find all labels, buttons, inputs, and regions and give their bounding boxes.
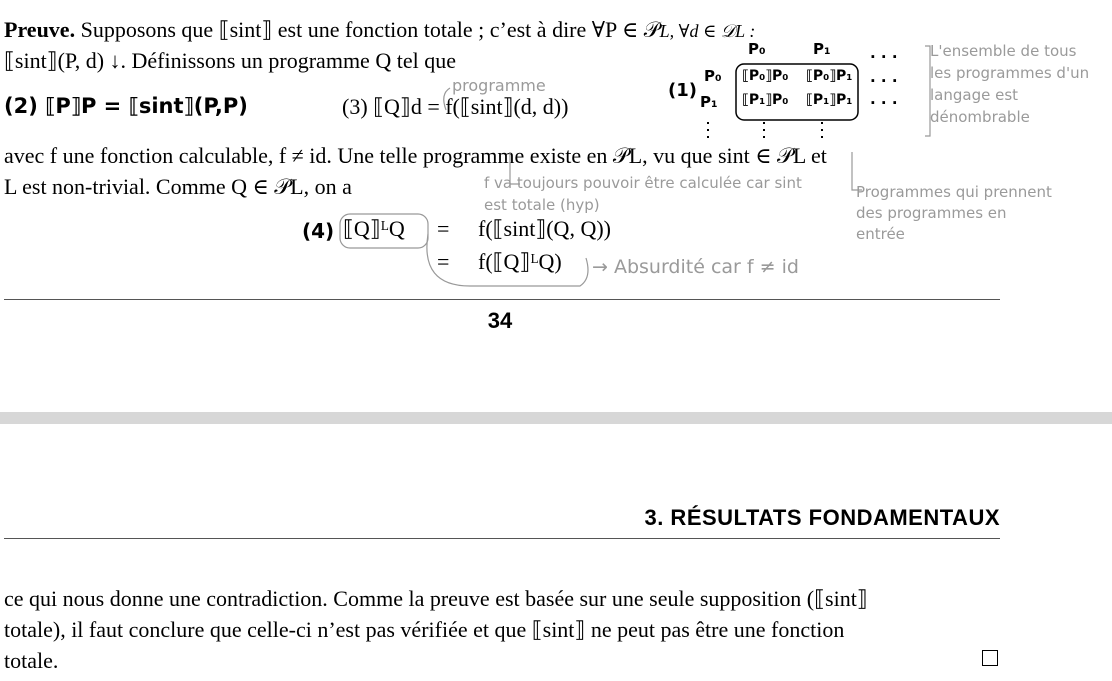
table-label: (1) bbox=[668, 80, 697, 101]
conclusion-line-1-text: ce qui nous donne une contradiction. Comme la preuve est basée sur une seule supposition (⟦sint⟧ bbox=[4, 586, 868, 611]
table-col-label-1: P₁ bbox=[813, 40, 831, 58]
equation-4-label: (4) bbox=[302, 219, 335, 243]
proof-line-1-text: Supposons que ⟦sint⟧ est une fonction totale ; c’est à dire ∀P ∈ 𝒫 bbox=[80, 17, 660, 42]
proof-line-1 bbox=[4, 14, 1000, 47]
proof-line-3 bbox=[4, 140, 1000, 171]
annotation-absurdity: → Absurdité car f ≠ id bbox=[592, 256, 799, 278]
table-cell-1-1: ⟦P₁⟧P₁ bbox=[806, 92, 853, 108]
equation-4-line-1-equals: = bbox=[437, 216, 450, 241]
table-col-label-0: P₀ bbox=[748, 40, 766, 58]
table-ellipsis-2: · · · bbox=[870, 94, 898, 112]
table-row-label-0: P₀ bbox=[704, 67, 722, 85]
conclusion-line-3 bbox=[4, 645, 1000, 676]
annotation-always-computable: f va toujours pouvoir être calculée car sint est totale (hyp) bbox=[484, 174, 802, 214]
equation-4-line-2-equals: = bbox=[437, 249, 450, 274]
table-cell-0-1: ⟦P₀⟧P₁ bbox=[806, 68, 853, 84]
proof-line-4-text: L est non-trivial. Comme Q ∈ 𝒫L, on a bbox=[4, 174, 352, 199]
equation-2-handwritten: (2) ⟦P⟧P = ⟦sint⟧(P,P) bbox=[4, 94, 248, 118]
qed-box-icon bbox=[982, 650, 998, 666]
page-number: 34 bbox=[487, 308, 513, 333]
proof-line-3-text: avec f une fonction calculable, f ≠ id. Une telle programme existe en 𝒫L, vu que sint ∈ 𝒫L et bbox=[4, 143, 827, 168]
proof-line-1-tail: L, ∀d ∈ 𝒟L : bbox=[659, 21, 756, 41]
conclusion-line-1 bbox=[4, 583, 1000, 614]
equation-4-line-1-left: ⟦Q⟧ᴸQ bbox=[343, 216, 405, 241]
section-header: 3. RÉSULTATS FONDAMENTAUX bbox=[644, 505, 1000, 530]
equation-4-line-1-right: f(⟦sint⟧(Q, Q)) bbox=[478, 216, 611, 241]
table-cell-0-0: ⟦P₀⟧P₀ bbox=[742, 68, 789, 84]
proof-line-2-text: ⟦sint⟧(P, d) ↓. Définissons un programme Q tel que bbox=[4, 48, 456, 73]
page-bottom-rule bbox=[4, 299, 1000, 300]
table-ellipsis-0: · · · bbox=[870, 48, 898, 66]
conclusion-line-2-text: totale), il faut conclure que celle-ci n’est pas vérifiée et que ⟦sint⟧ ne peut pas être une fonction bbox=[4, 617, 845, 642]
annotation-set-of-programs: L'ensemble de tous les programmes d'un langage est dénombrable bbox=[930, 42, 1090, 126]
annotation-programme: programme bbox=[452, 76, 546, 95]
table-ellipsis-1: · · · bbox=[870, 72, 898, 90]
table-row-label-1: P₁ bbox=[700, 93, 718, 111]
page-separator bbox=[0, 412, 1112, 424]
proof-label: Preuve. bbox=[4, 17, 76, 42]
equation-4-line-2-right: f(⟦Q⟧ᴸQ) bbox=[478, 249, 562, 274]
table-cell-1-0: ⟦P₁⟧P₀ bbox=[742, 92, 789, 108]
equation-3: (3) ⟦Q⟧d = f(⟦sint⟧(d, d)) bbox=[342, 94, 569, 119]
annotation-programs-taking-programs: Programmes qui prennent des programmes en entrée bbox=[856, 183, 1052, 243]
conclusion-line-2 bbox=[4, 614, 1000, 645]
header-rule bbox=[4, 538, 1000, 539]
conclusion-line-3-text: totale. bbox=[4, 648, 59, 673]
